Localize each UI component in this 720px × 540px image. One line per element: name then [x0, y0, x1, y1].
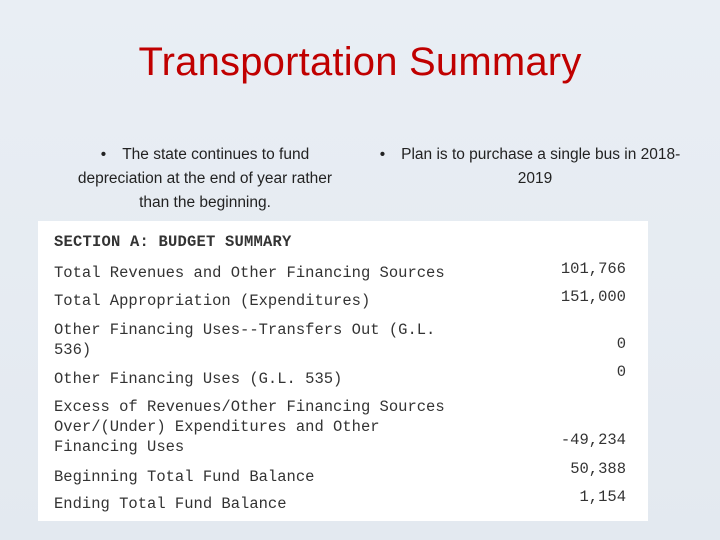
row-value-transfers-out: 0: [616, 335, 626, 353]
bullet-text-line1: The state continues to fund: [122, 146, 310, 163]
bullet-text-line2: depreciation at the end of year rather: [77, 170, 333, 187]
row-label-excess-revenues: Excess of Revenues/Other Financing Sources Over/(Under) Expenditures and Other Financing Uses: [54, 398, 445, 456]
row-value-ending-balance: 1,154: [579, 488, 626, 506]
bullet-marker: •: [379, 146, 386, 163]
row-label-other-financing-uses: Other Financing Uses (G.L. 535): [54, 370, 343, 388]
bullet-depreciation: [55, 143, 355, 215]
bullet-bus-purchase: [360, 143, 700, 191]
bullet-text-line2: 2019: [517, 170, 553, 187]
row-label-transfers-out: Other Financing Uses--Transfers Out (G.L. 536): [54, 321, 436, 359]
row-label-total-revenues: Total Revenues and Other Financing Sources: [54, 264, 445, 282]
row-value-beginning-balance: 50,388: [570, 460, 626, 478]
row-value-total-appropriation: 151,000: [560, 288, 626, 306]
row-value-excess-revenues: -49,234: [560, 431, 626, 449]
bullet-marker: •: [100, 146, 107, 163]
section-title: SECTION A: BUDGET SUMMARY: [54, 233, 292, 251]
row-value-total-revenues: 101,766: [560, 260, 626, 278]
row-label-beginning-balance: Beginning Total Fund Balance: [54, 468, 315, 486]
bullet-text-line1: Plan is to purchase a single bus in 2018-: [401, 146, 681, 163]
row-value-other-financing-uses: 0: [616, 363, 626, 381]
bullet-text-line3: than the beginning.: [139, 194, 271, 211]
slide-title: Transportation Summary: [138, 40, 582, 84]
budget-summary-panel: [38, 221, 648, 521]
row-label-total-appropriation: Total Appropriation (Expenditures): [54, 292, 371, 310]
row-label-ending-balance: Ending Total Fund Balance: [54, 495, 287, 513]
